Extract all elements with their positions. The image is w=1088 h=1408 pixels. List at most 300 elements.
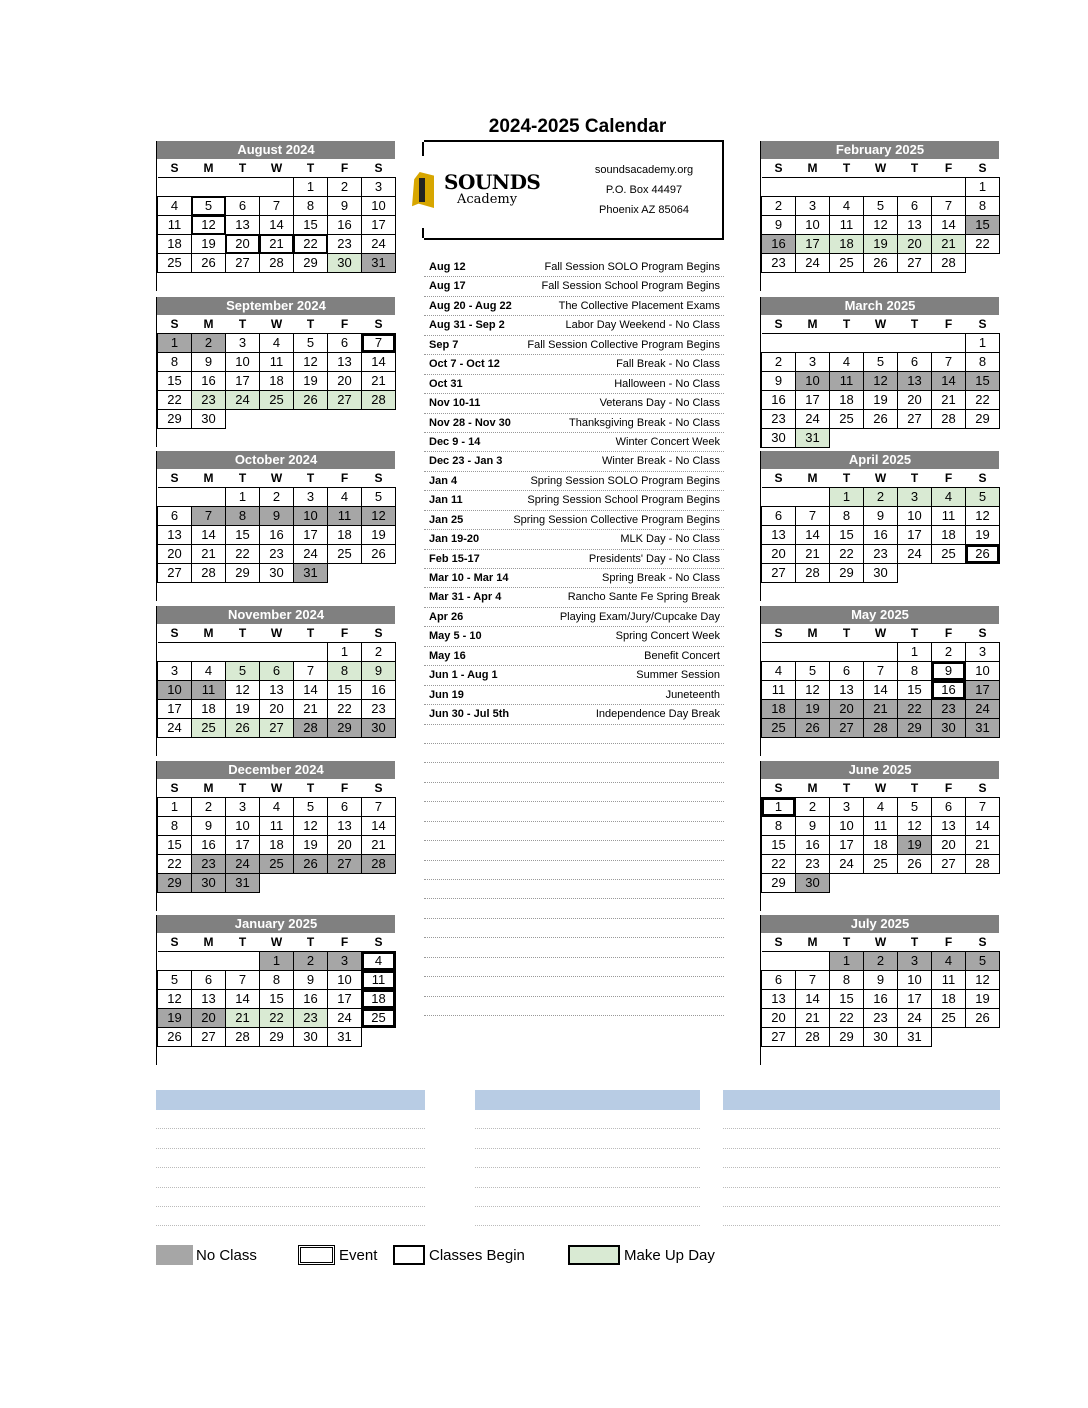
day-cell: 22 xyxy=(966,391,1000,410)
day-cell: 11 xyxy=(328,507,362,526)
day-cell: 28 xyxy=(932,254,966,273)
day-cell: 27 xyxy=(158,564,192,583)
day-cell: 30 xyxy=(362,719,396,738)
day-cell: 22 xyxy=(830,545,864,564)
empty-cell xyxy=(898,1047,932,1066)
day-cell: 10 xyxy=(226,817,260,836)
day-cell: 15 xyxy=(830,990,864,1009)
day-cell: 25 xyxy=(830,410,864,429)
weekday-header: T xyxy=(226,315,260,334)
day-cell: 5 xyxy=(864,197,898,216)
day-cell: 6 xyxy=(192,971,226,990)
day-cell: 29 xyxy=(158,874,192,893)
day-cell: 16 xyxy=(932,681,966,700)
day-cell: 2 xyxy=(932,643,966,662)
event-row xyxy=(424,822,724,841)
event-date: May 16 xyxy=(429,649,466,662)
event-row xyxy=(424,336,724,355)
day-cell: 17 xyxy=(966,681,1000,700)
day-cell: 21 xyxy=(864,700,898,719)
day-cell: 8 xyxy=(898,662,932,681)
empty-cell xyxy=(226,738,260,757)
day-cell: 9 xyxy=(864,971,898,990)
weekday-header: M xyxy=(796,779,830,798)
day-cell: 18 xyxy=(762,700,796,719)
day-cell: 1 xyxy=(830,488,864,507)
day-cell: 10 xyxy=(898,971,932,990)
weekday-header: W xyxy=(864,933,898,952)
city-address: Phoenix AZ 85064 xyxy=(599,204,689,216)
month-title: July 2025 xyxy=(761,915,999,933)
empty-cell xyxy=(260,1047,294,1066)
weekday-header: S xyxy=(362,159,396,178)
day-cell: 25 xyxy=(932,545,966,564)
event-row xyxy=(424,472,724,491)
empty-cell xyxy=(260,178,294,197)
weekday-header: T xyxy=(294,933,328,952)
event-row xyxy=(424,763,724,782)
empty-cell xyxy=(932,1028,966,1047)
day-cell: 26 xyxy=(898,855,932,874)
empty-cell xyxy=(226,952,260,971)
weekday-header: M xyxy=(192,315,226,334)
day-cell: 21 xyxy=(260,235,294,254)
day-cell: 8 xyxy=(294,197,328,216)
weekday-header: W xyxy=(260,315,294,334)
event-date: Jun 19 xyxy=(429,688,464,701)
empty-cell xyxy=(966,273,1000,292)
day-cell: 1 xyxy=(158,798,192,817)
day-cell: 11 xyxy=(192,681,226,700)
weekday-header: F xyxy=(932,469,966,488)
day-cell: 7 xyxy=(796,507,830,526)
empty-cell xyxy=(796,643,830,662)
day-cell: 26 xyxy=(158,1028,192,1047)
day-cell: 30 xyxy=(192,874,226,893)
day-cell: 7 xyxy=(966,798,1000,817)
day-cell: 8 xyxy=(830,507,864,526)
event-date: Sep 7 xyxy=(429,338,459,351)
day-cell: 11 xyxy=(830,216,864,235)
event-description: Rancho Sante Fe Spring Break xyxy=(567,591,720,604)
empty-cell xyxy=(932,738,966,757)
day-cell: 23 xyxy=(294,1009,328,1028)
day-cell: 12 xyxy=(158,990,192,1009)
event-row xyxy=(424,569,724,588)
day-cell: 15 xyxy=(762,836,796,855)
day-cell: 8 xyxy=(966,197,1000,216)
event-row xyxy=(424,375,724,394)
event-date: Nov 10-11 xyxy=(429,397,481,410)
day-cell: 16 xyxy=(260,526,294,545)
event-date: Dec 9 - 14 xyxy=(429,435,481,448)
day-cell: 20 xyxy=(260,700,294,719)
day-cell: 10 xyxy=(898,507,932,526)
day-cell: 8 xyxy=(328,662,362,681)
day-cell: 26 xyxy=(226,719,260,738)
day-cell: 23 xyxy=(328,235,362,254)
day-cell: 4 xyxy=(192,662,226,681)
day-cell: 1 xyxy=(830,952,864,971)
event-description: Fall Session SOLO Program Begins xyxy=(544,261,720,273)
day-cell: 4 xyxy=(830,353,864,372)
event-description: Spring Concert Week xyxy=(615,630,720,643)
day-cell: 13 xyxy=(898,372,932,391)
day-cell: 21 xyxy=(226,1009,260,1028)
weekday-header: S xyxy=(762,159,796,178)
weekday-header: S xyxy=(762,933,796,952)
event-row xyxy=(424,355,724,374)
weekday-header: S xyxy=(362,315,396,334)
day-cell: 31 xyxy=(966,719,1000,738)
day-cell: 17 xyxy=(158,700,192,719)
day-cell: 5 xyxy=(362,488,396,507)
day-cell: 1 xyxy=(294,178,328,197)
day-cell: 26 xyxy=(192,254,226,273)
day-cell: 25 xyxy=(830,254,864,273)
event-description: Veterans Day - No Class xyxy=(599,397,720,410)
month-0 xyxy=(156,141,395,291)
day-cell: 25 xyxy=(260,391,294,410)
empty-cell xyxy=(328,893,362,912)
empty-cell xyxy=(762,334,796,353)
weekday-header: S xyxy=(762,624,796,643)
empty-cell xyxy=(864,738,898,757)
day-cell: 26 xyxy=(864,254,898,273)
day-cell: 10 xyxy=(158,681,192,700)
day-cell: 12 xyxy=(898,817,932,836)
day-cell: 4 xyxy=(260,798,294,817)
event-description: Halloween - No Class xyxy=(614,377,720,390)
empty-cell xyxy=(226,273,260,292)
weekday-header: F xyxy=(932,779,966,798)
empty-cell xyxy=(226,1047,260,1066)
weekday-header: T xyxy=(898,933,932,952)
day-cell: 11 xyxy=(158,216,192,235)
event-description: Winter Break - No Class xyxy=(602,455,720,468)
day-cell: 13 xyxy=(158,526,192,545)
weekday-header: W xyxy=(864,624,898,643)
day-cell: 24 xyxy=(796,410,830,429)
day-cell: 20 xyxy=(830,700,864,719)
weekday-header: F xyxy=(932,624,966,643)
day-cell: 6 xyxy=(260,662,294,681)
empty-cell xyxy=(762,488,796,507)
empty-cell xyxy=(762,1047,796,1066)
weekday-header: T xyxy=(898,159,932,178)
empty-cell xyxy=(158,178,192,197)
day-cell: 24 xyxy=(362,235,396,254)
empty-cell xyxy=(294,410,328,429)
event-row xyxy=(424,938,724,957)
event-description: Benefit Concert xyxy=(644,649,720,662)
day-cell: 15 xyxy=(966,216,1000,235)
day-cell: 1 xyxy=(762,798,796,817)
weekday-header: W xyxy=(260,933,294,952)
day-cell: 18 xyxy=(932,990,966,1009)
weekday-header: F xyxy=(932,159,966,178)
day-cell: 18 xyxy=(864,836,898,855)
month-title: January 2025 xyxy=(157,915,395,933)
day-cell: 9 xyxy=(192,817,226,836)
empty-cell xyxy=(294,583,328,602)
day-cell: 11 xyxy=(260,353,294,372)
day-cell: 3 xyxy=(226,334,260,353)
weekday-header: M xyxy=(192,159,226,178)
empty-cell xyxy=(192,583,226,602)
empty-cell xyxy=(362,738,396,757)
day-cell: 10 xyxy=(294,507,328,526)
day-cell: 26 xyxy=(294,855,328,874)
page-title: 2024-2025 Calendar xyxy=(488,116,667,137)
day-cell: 20 xyxy=(158,545,192,564)
event-date: Apr 26 xyxy=(429,610,464,623)
month-title: May 2025 xyxy=(761,606,999,624)
empty-cell xyxy=(830,874,864,893)
day-cell: 6 xyxy=(762,507,796,526)
day-cell: 9 xyxy=(362,662,396,681)
weekday-header: F xyxy=(328,933,362,952)
legend-label-classes-begin: Classes Begin xyxy=(429,1247,525,1264)
day-cell: 23 xyxy=(762,254,796,273)
day-cell: 10 xyxy=(796,216,830,235)
day-cell: 3 xyxy=(966,643,1000,662)
day-cell: 3 xyxy=(898,488,932,507)
empty-cell xyxy=(328,273,362,292)
event-row xyxy=(424,686,724,705)
day-cell: 18 xyxy=(158,235,192,254)
day-cell: 9 xyxy=(932,662,966,681)
weekday-header: M xyxy=(796,624,830,643)
event-description: Thanksgiving Break - No Class xyxy=(568,416,720,429)
month-5 xyxy=(156,915,395,1065)
day-cell: 11 xyxy=(932,507,966,526)
empty-cell xyxy=(226,583,260,602)
month-title: December 2024 xyxy=(157,761,395,779)
day-cell: 7 xyxy=(796,971,830,990)
day-cell: 16 xyxy=(864,990,898,1009)
notes-block-3 xyxy=(723,1090,1000,1226)
day-cell: 22 xyxy=(158,391,192,410)
day-cell: 14 xyxy=(966,817,1000,836)
day-cell: 15 xyxy=(328,681,362,700)
empty-cell xyxy=(898,738,932,757)
day-cell: 15 xyxy=(830,526,864,545)
empty-cell xyxy=(260,893,294,912)
day-cell: 11 xyxy=(362,971,396,990)
empty-cell xyxy=(864,334,898,353)
day-cell: 5 xyxy=(158,971,192,990)
day-cell: 27 xyxy=(328,391,362,410)
day-cell: 23 xyxy=(932,700,966,719)
day-cell: 20 xyxy=(328,836,362,855)
day-cell: 11 xyxy=(932,971,966,990)
day-cell: 16 xyxy=(362,681,396,700)
day-cell: 20 xyxy=(762,1009,796,1028)
logo-box xyxy=(424,140,724,240)
day-cell: 14 xyxy=(226,990,260,1009)
day-cell: 24 xyxy=(830,855,864,874)
day-cell: 12 xyxy=(966,971,1000,990)
weekday-header: T xyxy=(830,469,864,488)
day-cell: 19 xyxy=(796,700,830,719)
notes-block-2 xyxy=(475,1090,700,1226)
day-cell: 24 xyxy=(796,254,830,273)
weekday-header: S xyxy=(966,469,1000,488)
day-cell: 18 xyxy=(328,526,362,545)
day-cell: 31 xyxy=(898,1028,932,1047)
day-cell: 3 xyxy=(328,952,362,971)
empty-cell xyxy=(932,1047,966,1066)
day-cell: 18 xyxy=(362,990,396,1009)
empty-cell xyxy=(260,874,294,893)
day-cell: 6 xyxy=(898,197,932,216)
weekday-header: W xyxy=(260,469,294,488)
month-title: August 2024 xyxy=(157,141,395,159)
day-cell: 13 xyxy=(830,681,864,700)
day-cell: 8 xyxy=(830,971,864,990)
day-cell: 17 xyxy=(362,216,396,235)
day-cell: 3 xyxy=(898,952,932,971)
day-cell: 16 xyxy=(762,391,796,410)
weekday-header: S xyxy=(158,159,192,178)
event-description: Presidents' Day - No Class xyxy=(588,552,720,565)
website: soundsacademy.org xyxy=(594,164,694,176)
day-cell: 25 xyxy=(158,254,192,273)
logo-word-sounds: SOUNDS xyxy=(444,170,541,194)
day-cell: 26 xyxy=(864,410,898,429)
empty-cell xyxy=(762,893,796,912)
empty-cell xyxy=(362,273,396,292)
day-cell: 14 xyxy=(192,526,226,545)
day-cell: 22 xyxy=(260,1009,294,1028)
day-cell: 10 xyxy=(226,353,260,372)
day-cell: 19 xyxy=(294,372,328,391)
weekday-header: T xyxy=(830,624,864,643)
empty-cell xyxy=(796,1047,830,1066)
empty-cell xyxy=(294,893,328,912)
day-cell: 8 xyxy=(966,353,1000,372)
day-cell: 4 xyxy=(158,197,192,216)
empty-cell xyxy=(362,429,396,448)
day-cell: 13 xyxy=(762,526,796,545)
day-cell: 15 xyxy=(294,216,328,235)
month-title: November 2024 xyxy=(157,606,395,624)
empty-cell xyxy=(830,643,864,662)
day-cell: 10 xyxy=(362,197,396,216)
day-cell: 6 xyxy=(830,662,864,681)
event-row xyxy=(424,880,724,899)
day-cell: 6 xyxy=(158,507,192,526)
day-cell: 7 xyxy=(294,662,328,681)
empty-cell xyxy=(762,273,796,292)
weekday-header: T xyxy=(898,624,932,643)
day-cell: 26 xyxy=(796,719,830,738)
event-description: Labor Day Weekend - No Class xyxy=(565,319,720,332)
day-cell: 10 xyxy=(966,662,1000,681)
day-cell: 5 xyxy=(796,662,830,681)
day-cell: 9 xyxy=(260,507,294,526)
day-cell: 10 xyxy=(796,372,830,391)
month-title: June 2025 xyxy=(761,761,999,779)
empty-cell xyxy=(260,738,294,757)
day-cell: 28 xyxy=(294,719,328,738)
day-cell: 25 xyxy=(762,719,796,738)
day-cell: 18 xyxy=(192,700,226,719)
legend-swatch-classes-begin xyxy=(393,1245,425,1265)
day-cell: 21 xyxy=(932,235,966,254)
day-cell: 9 xyxy=(762,216,796,235)
day-cell: 19 xyxy=(158,1009,192,1028)
event-row xyxy=(424,899,724,918)
month-title: April 2025 xyxy=(761,451,999,469)
day-cell: 1 xyxy=(226,488,260,507)
empty-cell xyxy=(796,583,830,602)
day-cell: 7 xyxy=(932,197,966,216)
day-cell: 22 xyxy=(328,700,362,719)
weekday-header: S xyxy=(158,469,192,488)
event-description: Summer Session xyxy=(636,669,720,682)
day-cell: 14 xyxy=(932,372,966,391)
day-cell: 29 xyxy=(294,254,328,273)
day-cell: 12 xyxy=(362,507,396,526)
empty-cell xyxy=(762,738,796,757)
empty-cell xyxy=(362,1028,396,1047)
empty-cell xyxy=(328,738,362,757)
empty-cell xyxy=(898,564,932,583)
weekday-header: T xyxy=(898,779,932,798)
event-description: Fall Break - No Class xyxy=(616,358,720,371)
day-cell: 21 xyxy=(362,836,396,855)
day-cell: 27 xyxy=(898,254,932,273)
empty-cell xyxy=(796,178,830,197)
day-cell: 30 xyxy=(932,719,966,738)
event-date: Jan 19-20 xyxy=(429,533,480,546)
day-cell: 15 xyxy=(898,681,932,700)
day-cell: 14 xyxy=(294,681,328,700)
day-cell: 8 xyxy=(762,817,796,836)
month-1 xyxy=(156,297,395,447)
day-cell: 1 xyxy=(898,643,932,662)
day-cell: 4 xyxy=(932,488,966,507)
day-cell: 19 xyxy=(864,235,898,254)
weekday-header: M xyxy=(192,933,226,952)
empty-cell xyxy=(158,429,192,448)
empty-cell xyxy=(192,488,226,507)
event-row xyxy=(424,433,724,452)
day-cell: 2 xyxy=(762,353,796,372)
empty-cell xyxy=(796,738,830,757)
empty-cell xyxy=(260,273,294,292)
legend xyxy=(0,1245,1088,1267)
legend-label-make-up: Make Up Day xyxy=(624,1247,715,1264)
po-box: P.O. Box 44497 xyxy=(605,184,683,196)
day-cell: 19 xyxy=(192,235,226,254)
event-row xyxy=(424,997,724,1016)
empty-cell xyxy=(260,410,294,429)
day-cell: 7 xyxy=(362,334,396,353)
day-cell: 14 xyxy=(796,526,830,545)
day-cell: 9 xyxy=(864,507,898,526)
day-cell: 23 xyxy=(864,1009,898,1028)
day-cell: 10 xyxy=(328,971,362,990)
notes-block-1 xyxy=(156,1090,425,1226)
legend-label-no-class: No Class xyxy=(196,1247,257,1264)
day-cell: 21 xyxy=(192,545,226,564)
event-row xyxy=(424,258,724,277)
weekday-header: S xyxy=(966,159,1000,178)
event-row xyxy=(424,958,724,977)
